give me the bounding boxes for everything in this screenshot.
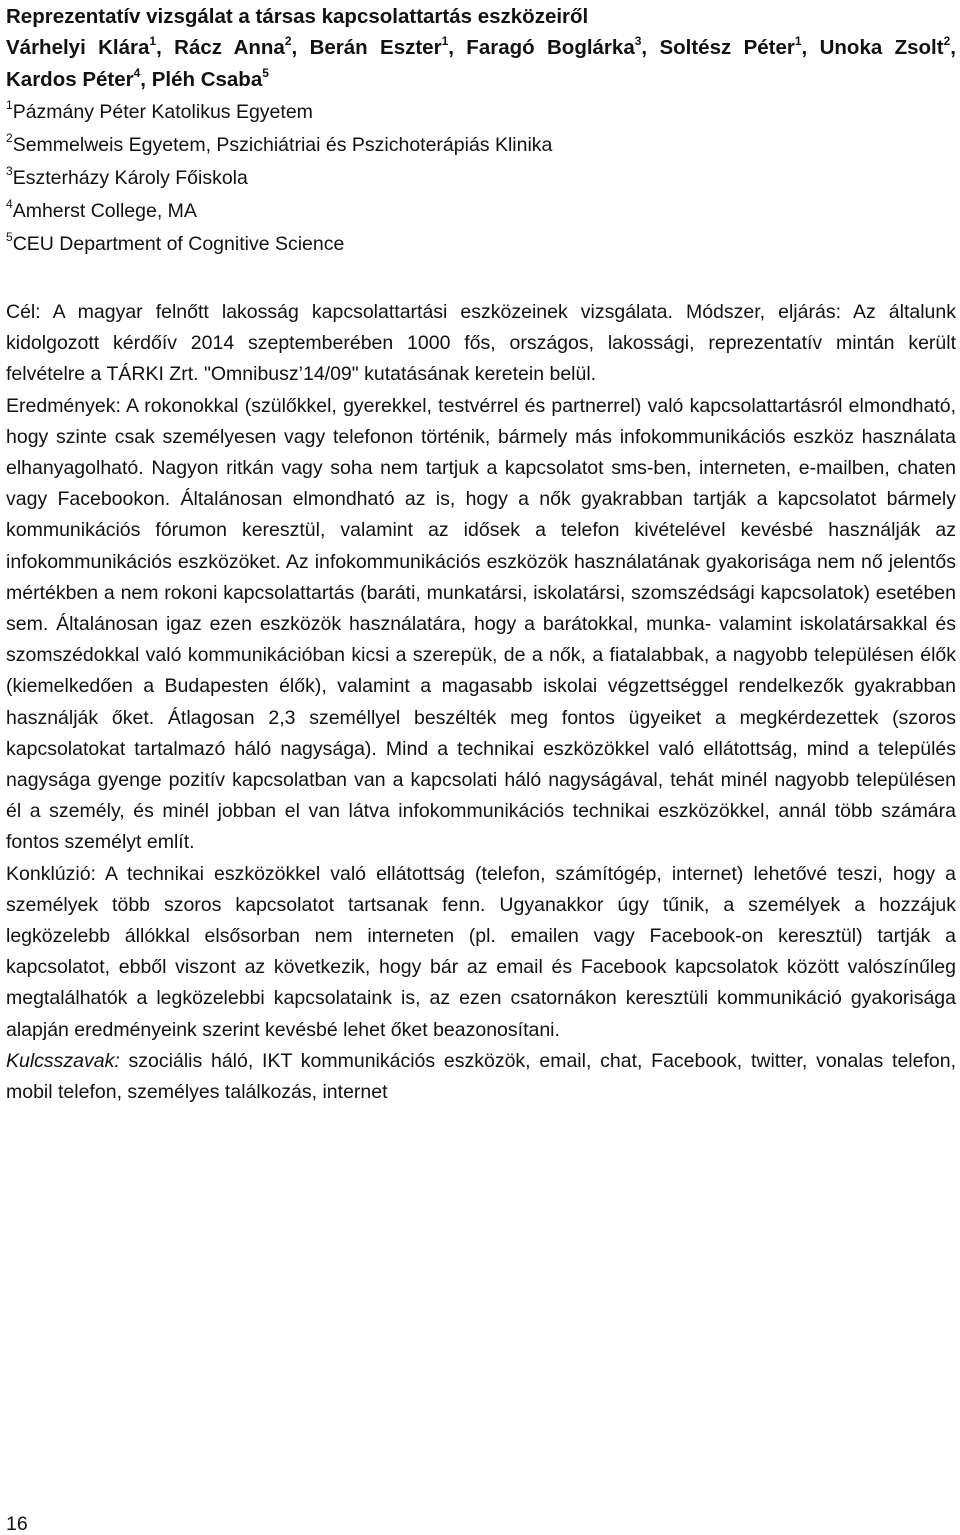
author-7 <box>6 68 152 91</box>
author-affiliation-mark: 2 <box>943 34 951 48</box>
author-affiliation-mark: 1 <box>794 34 802 48</box>
abstract-results: Eredmények: A rokonokkal (szülőkkel, gyerekkel, testvérrel és partnerrel) való kapcsolattartásról elmondható, hogy szinte csak személyesen vagy telefonon történik, bármely más infokommunikációs eszköz használata elhanyagolható. Nagyon ritkán vagy soha nem tartjuk a kapcsolatot sms-ben, interneten, e-mailben, chaten vagy Facebookon. Általánosan elmondható az is, hogy a nők gyakrabban tartják a kapcsolatot bármely kommunikációs fórumon keresztül, valamint az idősek a telefon kivételével kevésbé használják az infokommunikációs eszközöket. Az infokommunikációs eszközök használatának gyakorisága nem nő jelentős mértékben a nem rokoni kapcsolattartás (baráti, munkatársi, iskolatársi, szomszédsági kapcsolatok) esetében sem. Általánosan igaz ezen eszközök használatára, hogy a barátokkal, munka- valamint iskolatársakkal és szomszédokkal való kommunikációban kicsi a szerepük, de a nők, a fiatalabbak, a nagyobb településen élők (kiemelkedően a Budapesten élők), valamint a magasabb iskolai végzettséggel rendelkezők gyakrabban használják őket. Átlagosan 2,3 személlyel beszélték meg fontos ügyeiket a megkérdezettek (szoros kapcsolatokat tartalmazó háló nagysága). Mind a technikai eszközökkel való ellátottság, mind a település nagysága gyenge pozitív kapcsolatban van a kapcsolati háló nagyságával, tehát minél nagyobb településen él a személy, és minél jobban el van látva infokommunikációs technikai eszközökkel, annál több számára fontos személyt említ. <box>6 394 956 854</box>
affiliation-text: Pázmány Péter Katolikus Egyetem <box>12 101 313 123</box>
author-name: Rácz Anna <box>174 36 285 59</box>
author-4 <box>466 36 659 59</box>
affiliation-2 <box>6 129 956 162</box>
author-affiliation-mark: 5 <box>262 66 269 80</box>
affiliation-number: 1 <box>6 98 13 112</box>
author-affiliation-mark: 1 <box>149 34 157 48</box>
author-separator: , <box>448 36 467 59</box>
abstract <box>6 297 956 1108</box>
author-separator: , <box>950 36 956 59</box>
affiliation-text: CEU Department of Cognitive Science <box>12 233 345 255</box>
affiliation-list <box>6 96 956 261</box>
author-name: Soltész Péter <box>659 36 795 59</box>
author-separator: , <box>156 36 175 59</box>
author-name: Faragó Boglárka <box>466 36 635 59</box>
author-affiliation-mark: 2 <box>284 34 292 48</box>
abstract-goal-methods: Cél: A magyar felnőtt lakosság kapcsolattartási eszközeinek vizsgálata. Módszer, eljárás: Az általunk kidolgozott kérdőív 2014 szeptemberében 1000 fős, országos, lakossági, reprezentatív mintán került felvételre a TÁRKI Zrt. "Omnibusz’14/09" kutatásának keretein belül. <box>6 301 956 386</box>
affiliation-number: 3 <box>6 164 13 178</box>
author-separator: , <box>291 36 310 59</box>
author-1 <box>6 36 174 59</box>
affiliation-4 <box>6 195 956 228</box>
affiliation-text: Semmelweis Egyetem, Pszichiátriai és Pszichoterápiás Klinika <box>12 134 553 156</box>
affiliation-number: 5 <box>6 230 13 244</box>
author-list <box>6 32 956 96</box>
affiliation-5 <box>6 228 956 261</box>
paper-title: Reprezentatív vizsgálat a társas kapcsolattartás eszközeiről <box>6 5 589 28</box>
affiliation-number: 2 <box>6 131 13 145</box>
author-affiliation-mark: 3 <box>634 34 642 48</box>
abstract-keywords <box>6 1046 956 1108</box>
author-separator: , <box>140 68 152 91</box>
author-5 <box>659 36 819 59</box>
affiliation-3 <box>6 162 956 195</box>
author-name: Berán Eszter <box>309 36 442 59</box>
author-name: Unoka Zsolt <box>819 36 944 59</box>
author-8 <box>152 68 269 91</box>
keywords-label: Kulcsszavak: <box>6 1049 120 1072</box>
author-name: Kardos Péter <box>6 68 134 91</box>
author-3 <box>310 36 467 59</box>
author-affiliation-mark: 1 <box>441 34 449 48</box>
author-name: Várhelyi Klára <box>6 36 150 59</box>
affiliation-1 <box>6 96 956 129</box>
author-affiliation-mark: 4 <box>133 66 141 80</box>
abstract-conclusion: Konklúzió: A technikai eszközökkel való ellátottság (telefon, számítógép, internet) lehetővé teszi, hogy a személyek több szoros kapcsolatot tartsanak fenn. Ugyanakkor úgy tűnik, a személyek a hozzájuk legközelebb állókkal elsősorban nem interneten (pl. emailen vagy Facebook-on keresztül) tartják a kapcsolatot, ebből viszont az következik, hogy bár az email és Facebook kapcsolatok között valószínűleg megtalálhatók a legközelebbi kapcsolataink is, az ezen csatornákon keresztüli kommunikáció gyakorisága alapján eredményeink szerint kevésbé lehet őket beazonosítani. <box>6 862 956 1041</box>
keywords-text: szociális háló, IKT kommunikációs eszközök, email, chat, Facebook, twitter, vonalas telefon, mobil telefon, személyes találkozás, internet <box>6 1049 956 1104</box>
document-page <box>6 0 956 1108</box>
author-6 <box>820 36 956 59</box>
author-name: Pléh Csaba <box>151 68 263 91</box>
affiliation-text: Amherst College, MA <box>12 200 197 222</box>
author-separator: , <box>801 36 820 59</box>
affiliation-text: Eszterházy Károly Főiskola <box>12 167 248 189</box>
author-separator: , <box>641 36 660 59</box>
page-number: 16 <box>6 1513 28 1535</box>
author-2 <box>174 36 309 59</box>
affiliation-number: 4 <box>6 197 13 211</box>
